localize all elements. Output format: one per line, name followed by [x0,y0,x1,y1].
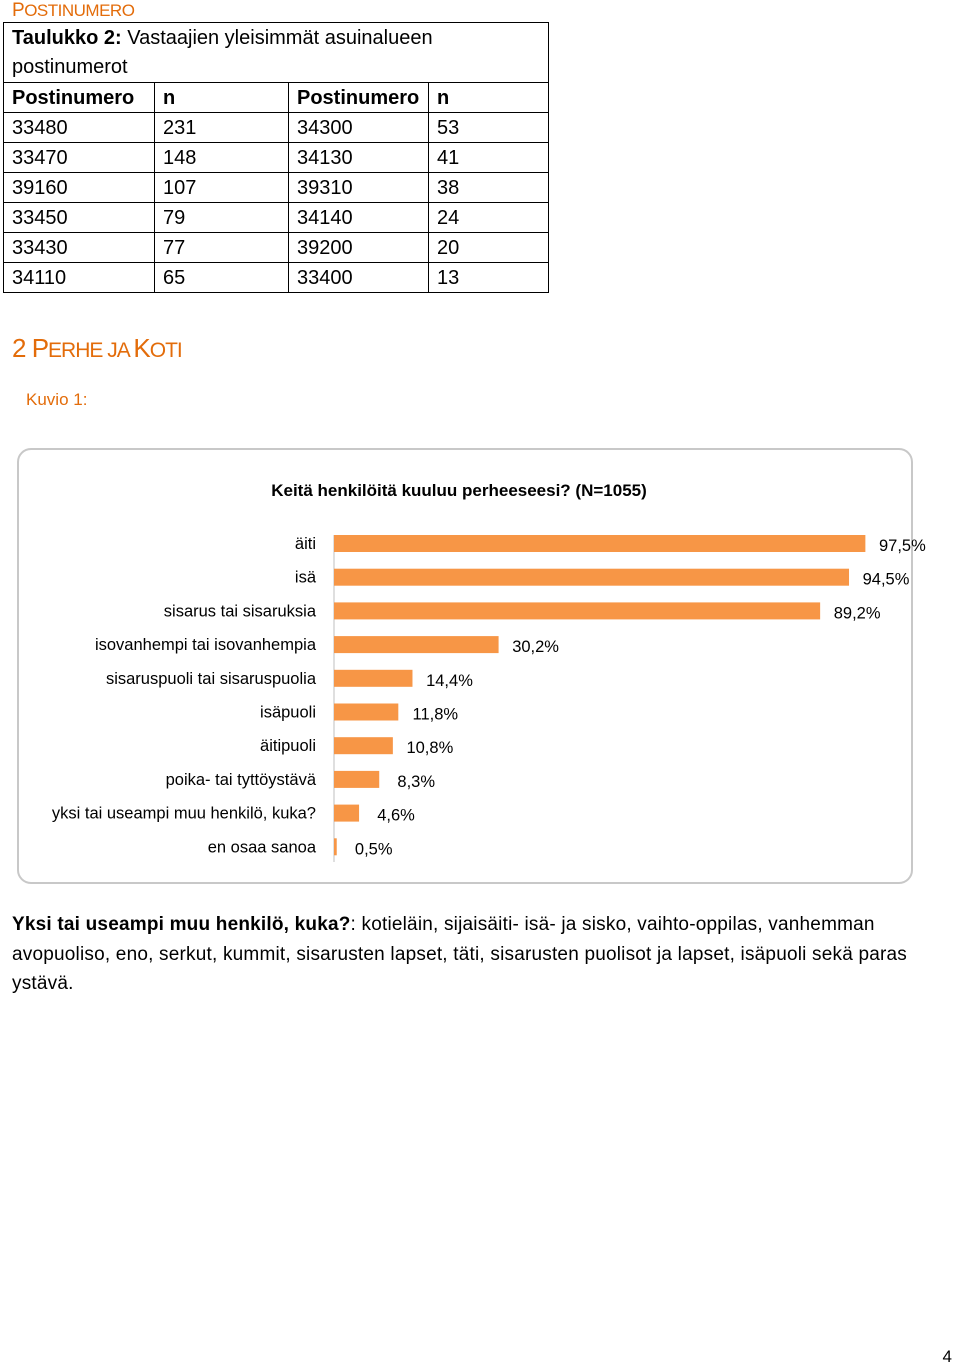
figure-label: Kuvio 1: [26,390,88,409]
bar [334,535,865,552]
bar [334,805,359,822]
family-section-heading: 2 PERHE JA KOTI [12,333,182,363]
value-label: 11,8% [412,705,459,724]
category-label: poika- tai tyttöystävä [165,770,316,789]
column-header-postal-code-1: Postinumero [4,83,155,113]
table-cell: 53 [429,113,549,143]
table-cell: 34300 [289,113,429,143]
category-label: äitipuoli [260,737,316,756]
table-cell: 24 [429,203,549,233]
value-label: 10,8% [406,739,454,758]
category-label: sisaruspuoli tai sisaruspuolia [105,669,316,688]
table-cell: 148 [155,143,289,173]
chart-title: Keitä henkilöitä kuuluu perheeseesi? (N=1055) [271,481,647,500]
column-header-postal-code-2: Postinumero [289,83,429,113]
table-cell: 33430 [4,233,155,263]
value-label: 4,6% [377,806,415,825]
table-cell: 38 [429,173,549,203]
category-label: en osaa sanoa [207,838,316,857]
bar [334,636,499,653]
table-cell: 33400 [289,263,429,293]
column-header-n-1: n [155,83,289,113]
table-caption: Taulukko 2: Vastaajien yleisimmät asuinalueen postinumerot [4,23,549,83]
category-label: isovanhempi tai isovanhempia [94,636,316,655]
section-heading: POSTINUMERO [12,0,135,21]
table-cell: 34140 [289,203,429,233]
table-cell: 65 [155,263,289,293]
bar [334,838,337,855]
bar [334,704,398,721]
value-label: 94,5% [862,570,910,589]
bar [334,771,379,788]
category-label: isä [294,568,316,587]
category-label: yksi tai useampi muu henkilö, kuka? [51,804,316,823]
column-header-n-2: n [429,83,549,113]
table-cell: 41 [429,143,549,173]
other-persons-note: Yksi tai useampi muu henkilö, kuka?: kotieläin, sijaisäiti- isä- ja sisko, vaihto-oppilas, vanhemman avopuoliso, eno, serkut, kummit, sisarusten lapset, täti, sisarusten puolisot ja lapset, isäpuoli sekä paras ystävä. [12,914,907,994]
table-cell: 39160 [4,173,155,203]
category-label: isäpuoli [260,703,316,722]
value-label: 14,4% [426,671,473,690]
value-label: 8,3% [397,772,436,791]
table-cell: 33450 [4,203,155,233]
table-cell: 79 [155,203,289,233]
table-cell: 107 [155,173,289,203]
table-cell: 39200 [289,233,429,263]
bar [334,670,412,687]
bar [334,602,820,619]
table-cell: 20 [429,233,549,263]
value-label: 89,2% [833,604,881,623]
value-label: 30,2% [512,638,559,657]
table-cell: 33480 [4,113,155,143]
table-cell: 13 [429,263,549,293]
table-cell: 77 [155,233,289,263]
table-cell: 34110 [4,263,155,293]
value-label: 0,5% [354,840,393,859]
category-label: sisarus tai sisaruksia [163,602,316,621]
table-cell: 231 [155,113,289,143]
value-label: 97,5% [878,537,926,555]
table-cell: 33470 [4,143,155,173]
bar [334,737,393,754]
category-label: äiti [294,535,316,553]
table-cell: 39310 [289,173,429,203]
page-number: 4 [942,1347,952,1366]
bar [334,569,849,586]
table-cell: 34130 [289,143,429,173]
